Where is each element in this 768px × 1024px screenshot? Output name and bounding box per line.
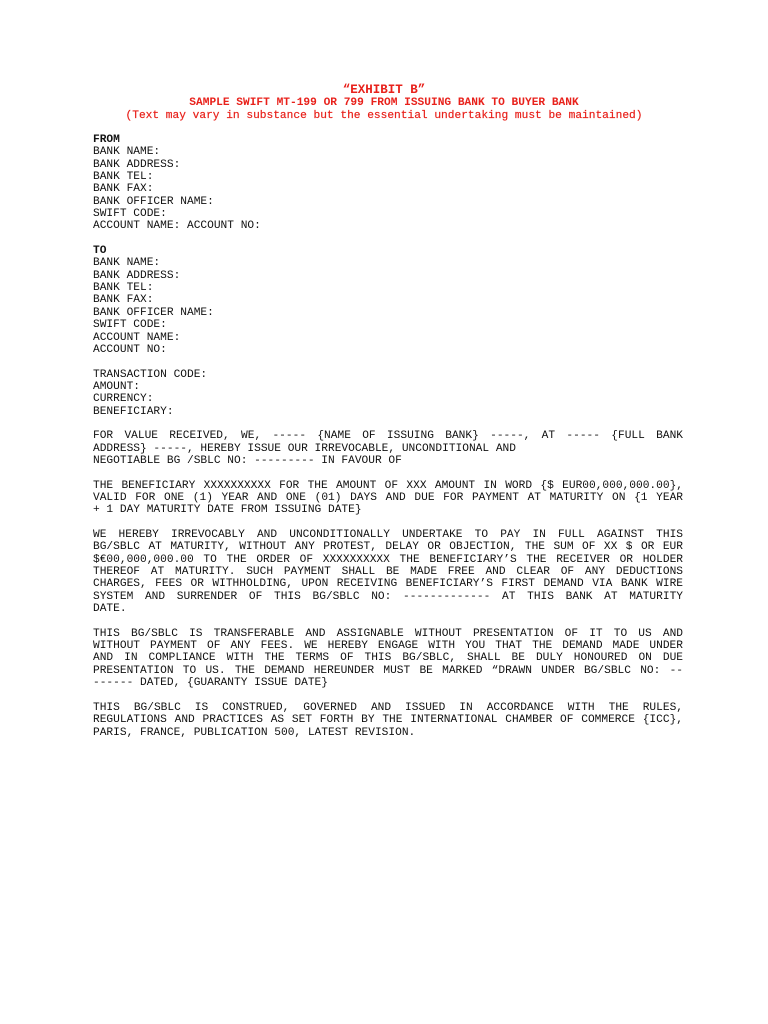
transaction-field: CURRENCY: [93, 393, 154, 406]
to-field: BANK OFFICER NAME: [93, 306, 214, 319]
from-field: BANK NAME: [93, 146, 161, 159]
paragraph-line: BG/SBLC AT MATURITY, WITHOUT ANY PROTEST, DELAY OR OBJECTION, THE SUM OF XX $ OR EUR [93, 541, 683, 554]
paragraph-line: REGULATIONS AND PRACTICES AS SET FORTH BY THE INTERNATIONAL CHAMBER OF COMMERCE {ICC}, [93, 714, 683, 727]
paragraph-governing-rules [93, 702, 683, 739]
paragraph-line: DATE. [93, 603, 127, 616]
to-field: BANK FAX: [93, 294, 154, 307]
paragraph-line: THE BENEFICIARY XXXXXXXXXX FOR THE AMOUNT OF XXX AMOUNT IN WORD {$ EUR00,000,000.00}, [93, 479, 683, 492]
paragraph-line: ------ DATED, {GUARANTY ISSUE DATE} [93, 677, 328, 690]
from-field: BANK ADDRESS: [93, 158, 181, 171]
paragraph-line: CHARGES, FEES OR WITHHOLDING, UPON RECEIVING BENEFICIARY’S FIRST DEMAND VIA BANK WIRE [93, 578, 683, 591]
paragraph-line: WE HEREBY IRREVOCABLY AND UNCONDITIONALLY UNDERTAKE TO PAY IN FULL AGAINST THIS [93, 529, 683, 541]
to-field: SWIFT CODE: [93, 319, 167, 332]
from-field: BANK OFFICER NAME: [93, 195, 214, 208]
paragraph-line: $€00,000,000.00 TO THE ORDER OF XXXXXXXXXX THE BENEFICIARY’S THE RECEIVER OR HOLDER [93, 553, 683, 566]
document-body [93, 134, 683, 739]
paragraph-value-received [93, 430, 683, 467]
to-heading: TO [93, 245, 107, 258]
paragraph-line: SYSTEM AND SURRENDER OF THIS BG/SBLC NO: ------------- AT THIS BANK AT MATURITY [93, 590, 683, 603]
from-field: BANK TEL: [93, 171, 154, 184]
paragraph-line: THEREOF AT MATURITY. SUCH PAYMENT SHALL BE MADE FREE AND CLEAR OF ANY DEDUCTIONS [93, 566, 683, 579]
to-field: ACCOUNT NO: [93, 343, 167, 356]
paragraph-line: ADDRESS} -----, HEREBY ISSUE OUR IRREVOCABLE, UNCONDITIONAL AND [93, 442, 516, 455]
to-field: BANK ADDRESS: [93, 269, 181, 282]
from-section [93, 134, 683, 233]
paragraph-transferable [93, 628, 683, 690]
to-field: BANK NAME: [93, 257, 161, 270]
paragraph-line: WITHOUT PAYMENT OF ANY FEES. WE HEREBY ENGAGE WITH YOU THAT THE DEMAND MADE UNDER [93, 640, 683, 653]
paragraph-line: VALID FOR ONE (1) YEAR AND ONE (01) DAYS AND DUE FOR PAYMENT AT MATURITY ON {1 YEAR [93, 491, 683, 504]
document-subtitle: SAMPLE SWIFT MT-199 OR 799 FROM ISSUING BANK TO BUYER BANK [189, 97, 579, 109]
paragraph-line: NEGOTIABLE BG /SBLC NO: --------- IN FAVOUR OF [93, 454, 402, 467]
to-field: ACCOUNT NAME: [93, 331, 181, 344]
transaction-field: AMOUNT: [93, 380, 140, 393]
paragraph-line: THIS BG/SBLC IS TRANSFERABLE AND ASSIGNABLE WITHOUT PRESENTATION OF IT TO US AND [93, 627, 683, 640]
paragraph-beneficiary [93, 480, 683, 517]
exhibit-title: “EXHIBIT B” [342, 83, 426, 97]
paragraph-line: FOR VALUE RECEIVED, WE, ----- {NAME OF ISSUING BANK} -----, AT ----- {FULL BANK [93, 430, 683, 443]
transaction-section [93, 369, 683, 418]
from-heading: FROM [93, 134, 120, 146]
from-field: BANK FAX: [93, 183, 154, 196]
paragraph-line: THIS BG/SBLC IS CONSTRUED, GOVERNED AND ISSUED IN ACCORDANCE WITH THE RULES, [93, 701, 683, 714]
paragraph-line: PARIS, FRANCE, PUBLICATION 500, LATEST REVISION. [93, 726, 416, 739]
transaction-field: TRANSACTION CODE: [93, 368, 208, 381]
paragraph-line: AND IN COMPLIANCE WITH THE TERMS OF THIS BG/SBLC, SHALL BE DULY HONOURED ON DUE [93, 652, 683, 665]
to-section [93, 245, 683, 356]
paragraph-line: PRESENTATION TO US. THE DEMAND HEREUNDER MUST BE MARKED “DRAWN UNDER BG/SBLC NO: -- [93, 664, 683, 677]
paragraph-line: + 1 DAY MATURITY DATE FROM ISSUING DATE} [93, 504, 362, 517]
document-note: (Text may vary in substance but the essential undertaking must be maintained) [125, 110, 643, 122]
to-field: BANK TEL: [93, 282, 154, 295]
from-field: SWIFT CODE: [93, 208, 167, 221]
transaction-field: BENEFICIARY: [93, 405, 174, 418]
from-field: ACCOUNT NAME: ACCOUNT NO: [93, 220, 261, 233]
paragraph-undertaking [93, 529, 683, 615]
